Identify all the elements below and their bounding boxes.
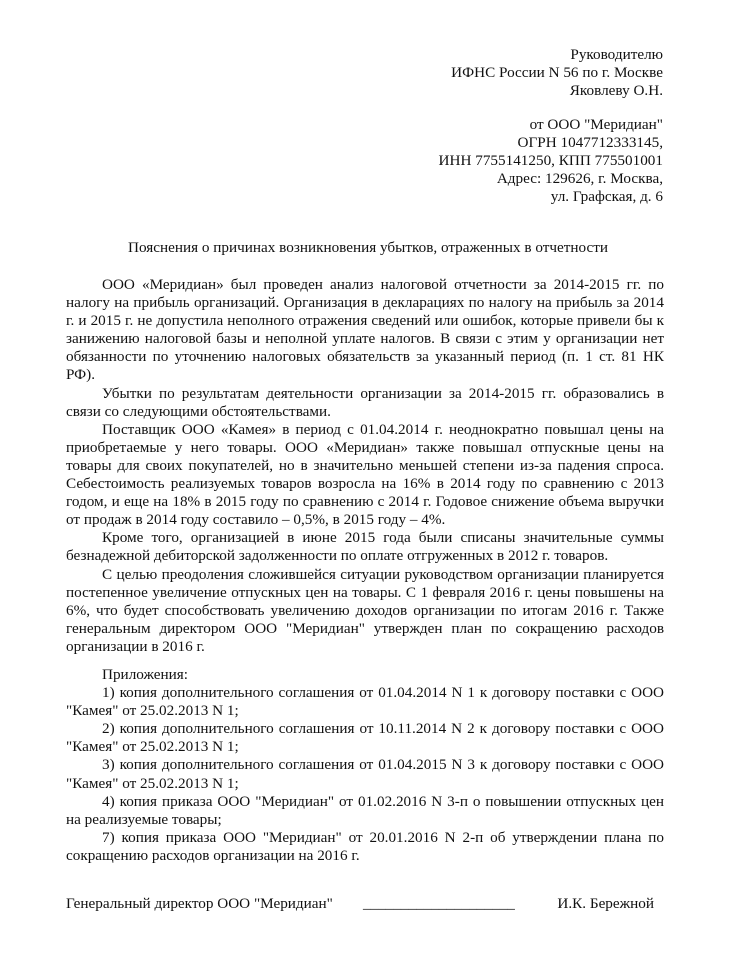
signature-block — [66, 895, 664, 915]
sender-line: Адрес: 129626, г. Москва, — [496, 170, 663, 188]
document-title: Пояснения о причинах возникновения убытков, отраженных в отчетности — [127, 239, 609, 256]
recipient-line: Яковлеву О.Н. — [569, 82, 663, 100]
sender-line: ИНН 7755141250, КПП 775501001 — [438, 152, 663, 170]
document-body — [66, 276, 664, 656]
appendix-item: 3) копия дополнительного соглашения от 01.04.2015 N 3 к договору поставки с ООО "Камея" от 25.02.2013 N 1; — [66, 756, 664, 792]
sender-block — [439, 116, 663, 206]
recipient-block — [451, 46, 663, 100]
body-paragraph: Кроме того, организацией в июне 2015 года были списаны значительные суммы безнадежной дебиторской задолженности по оплате отгруженных в 2012 г. товаров. — [66, 529, 664, 565]
body-paragraph: ООО «Меридиан» был проведен анализ налоговой отчетности за 2014-2015 гг. по налогу на прибыль организаций. Организация в декларациях по налогу на прибыль за 2014 г. и 2015 г. не допустила неполного отражения сведений или ошибок, которые привели бы к занижению налоговой базы и неполной уплате налогов. В связи с этим у организации нет обязанности по уточнению налоговых обязательств за указанный период (п. 1 ст. 81 НК РФ). — [66, 276, 664, 384]
signatory-role: Генеральный директор ООО "Меридиан" — [66, 895, 333, 912]
sender-line: ОГРН 1047712333145, — [517, 134, 663, 152]
appendix-item: 2) копия дополнительного соглашения от 10.11.2014 N 2 к договору поставки с ООО "Камея" от 25.02.2013 N 1; — [66, 720, 664, 756]
body-paragraph: С целью преодоления сложившейся ситуации руководством организации планируется постепенное увеличение отпускных цен на товары. С 1 февраля 2016 г. цены повышены на 6%, что будет способствовать увеличению доходов организации по итогам 2016 г. Также генеральным директором ООО "Меридиан" утвержден план по сокращению расходов организации в 2016 г. — [66, 565, 664, 655]
appendix-item: 1) копия дополнительного соглашения от 01.04.2014 N 1 к договору поставки с ООО "Камея" от 25.02.2013 N 1; — [66, 684, 664, 720]
body-paragraph: Убытки по результатам деятельности организации за 2014-2015 гг. образовались в связи со следующими обстоятельствами. — [66, 384, 664, 420]
recipient-line: Руководителю — [570, 46, 663, 63]
appendix-list — [66, 666, 664, 865]
body-paragraph: Поставщик ООО «Камея» в период с 01.04.2014 г. неоднократно повышал цены на приобретаемые у него товары. ООО «Меридиан» также повышал отпускные цены на товары для своих покупателей, но в значительно меньшей степени из-за падения спроса. Себестоимость реализуемых товаров возросла на 16% в 2014 году по сравнению с 2013 годом, и еще на 18% в 2015 году по сравнению с 2014 г. Годовое снижение объема выручки от продаж в 2014 году составило – 0,5%, в 2015 году – 4%. — [66, 420, 664, 529]
appendix-item: 7) копия приказа ООО "Меридиан" от 20.01.2016 N 2-п об утверждении плана по сокращению расходов организации на 2016 г. — [66, 828, 664, 864]
recipient-line: ИФНС России N 56 по г. Москве — [451, 64, 663, 82]
signatory-name: И.К. Бережной — [557, 895, 654, 912]
signature-line: ____________________ — [363, 895, 515, 912]
sender-line: от ООО "Меридиан" — [529, 116, 663, 133]
sender-line: ул. Графская, д. 6 — [550, 188, 663, 206]
appendix-heading: Приложения: — [102, 666, 188, 683]
appendix-item: 4) копия приказа ООО "Меридиан" от 01.02.2016 N 3-п о повышении отпускных цен на реализуемые товары; — [66, 792, 664, 828]
